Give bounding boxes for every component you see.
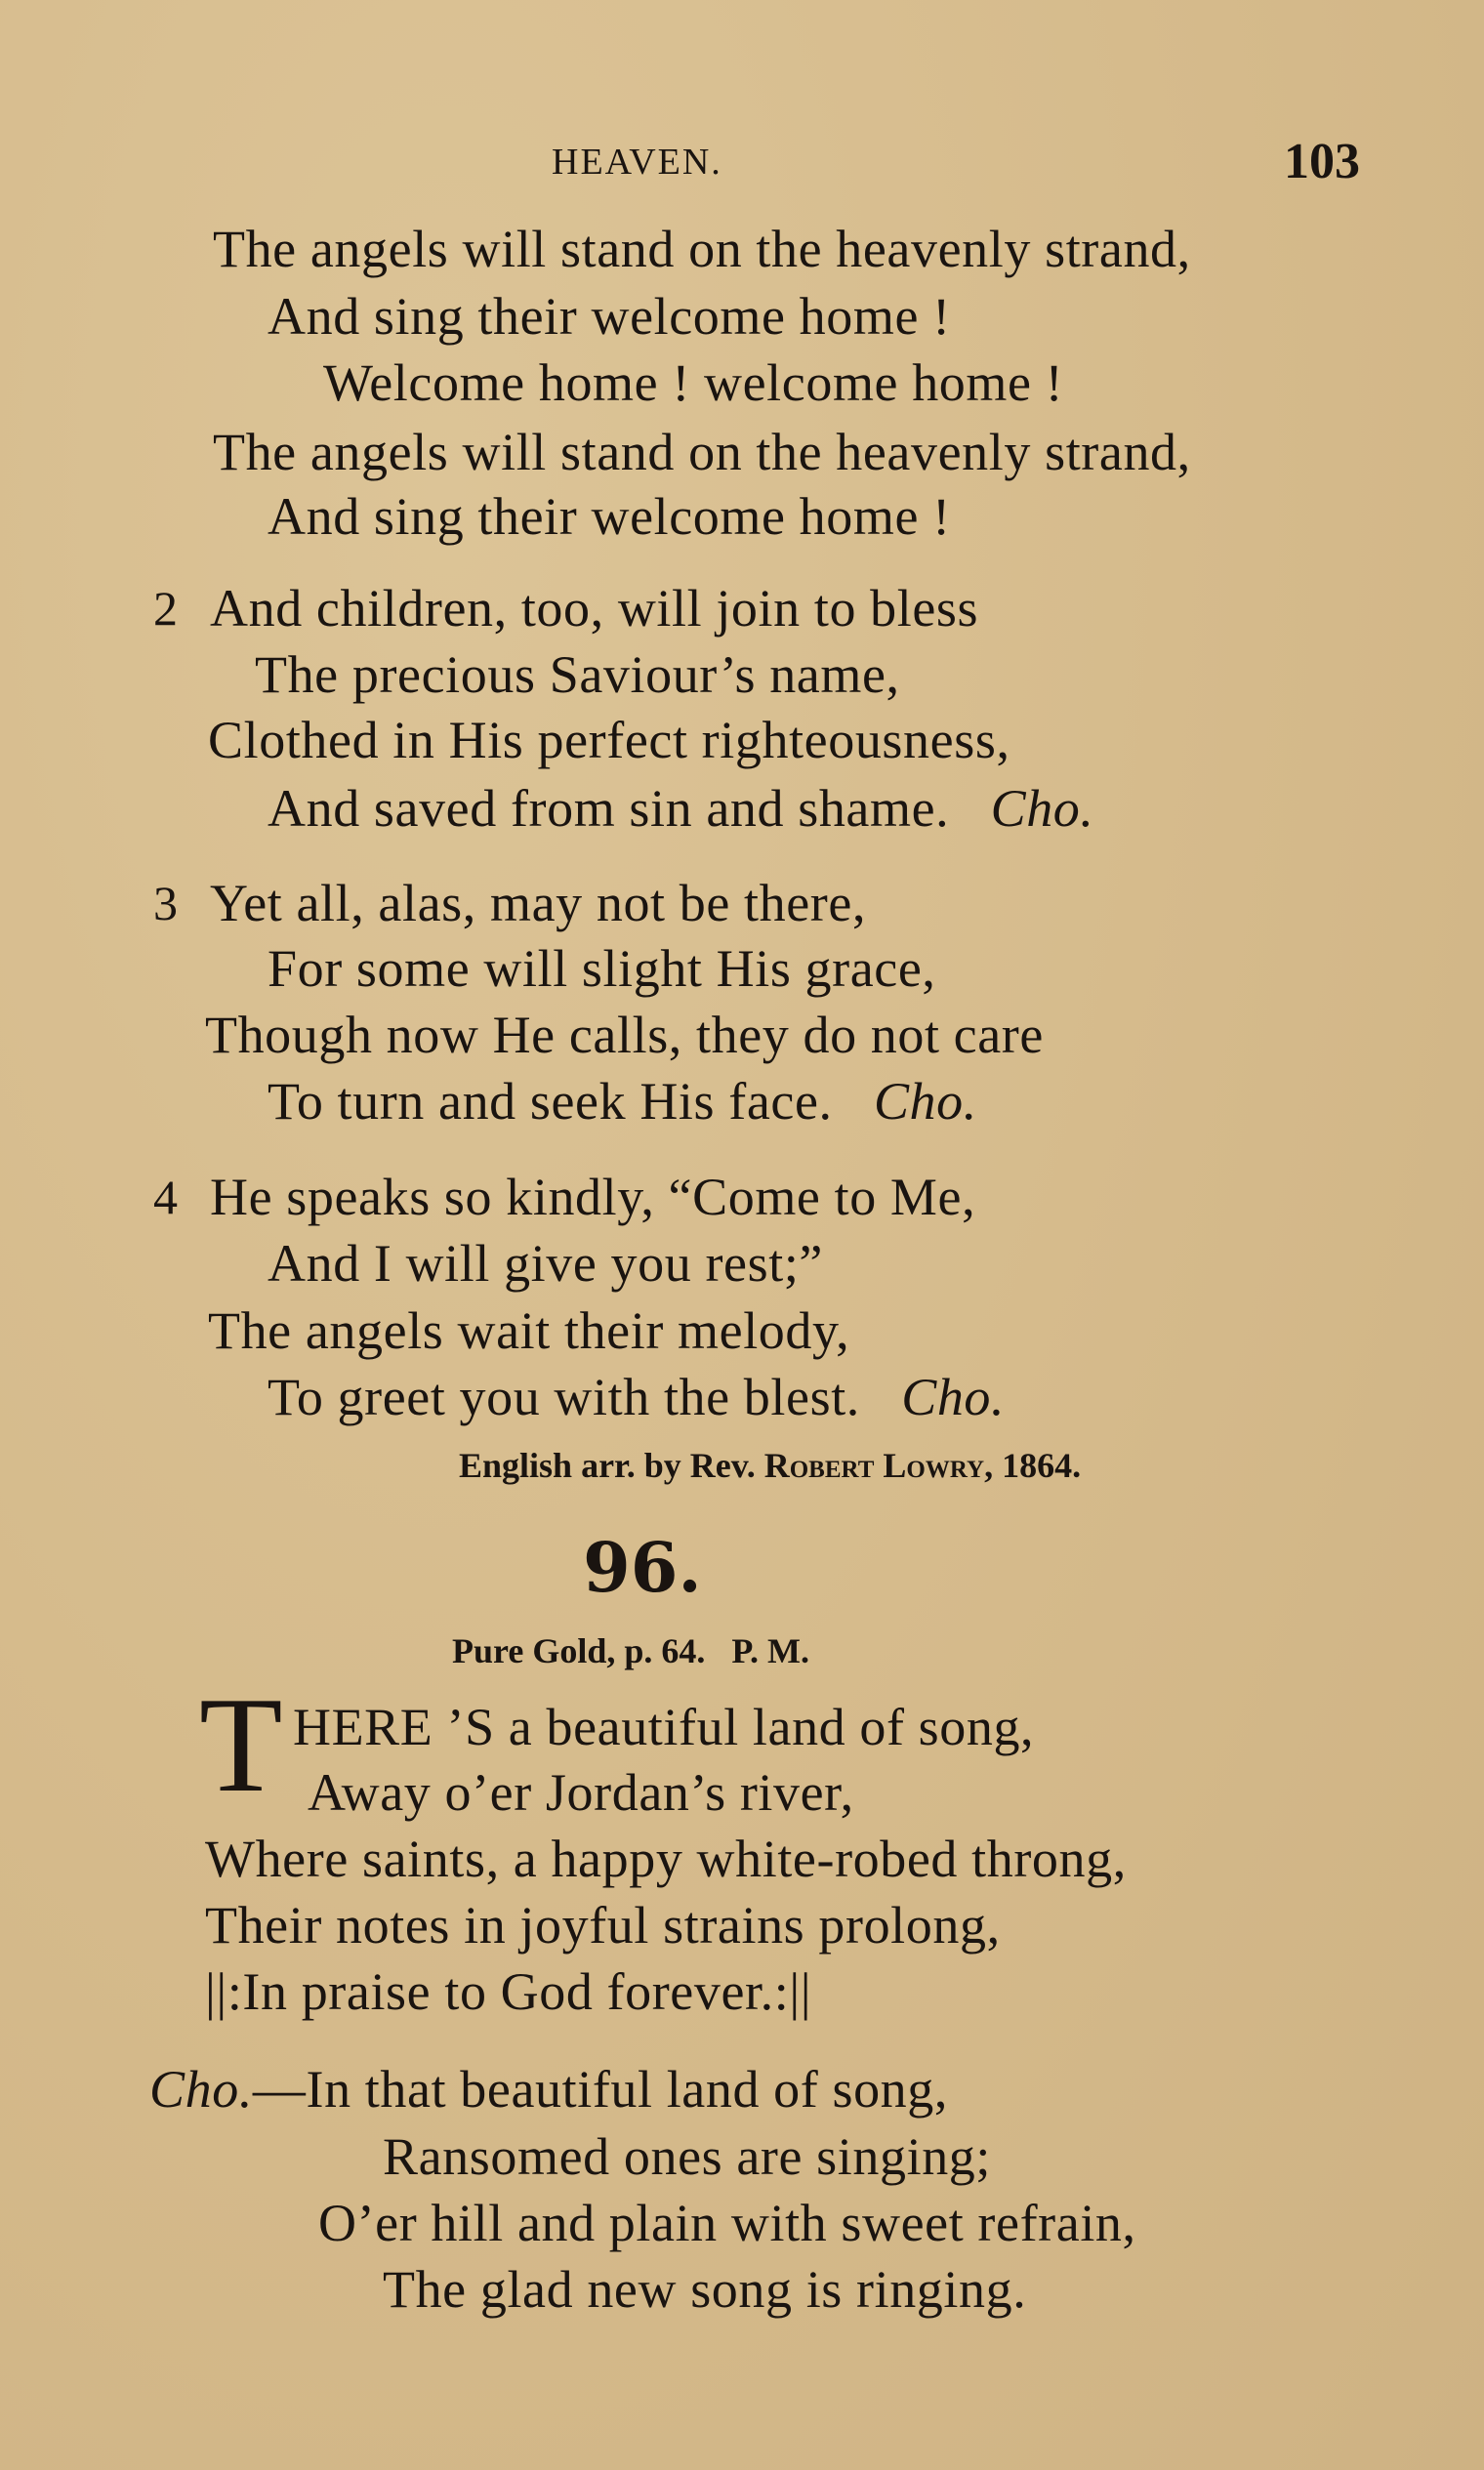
hymn-number: 96. — [583, 1527, 702, 1608]
credit-year: , 1864. — [984, 1446, 1082, 1485]
running-header: HEAVEN. — [552, 142, 722, 183]
verse-line — [268, 774, 1094, 843]
verse-line: HERE ’S a beautiful land of song, — [293, 1698, 1035, 1756]
verse-line: ||:In praise to God forever.:|| — [205, 1962, 812, 2021]
line-text: To greet you with the blest. — [268, 1368, 860, 1426]
verse-line: The angels will stand on the heavenly strand, — [213, 423, 1191, 481]
chorus-mark: Cho. — [901, 1368, 1006, 1426]
verse-line — [268, 1067, 977, 1135]
credit-prefix: English arr. by Rev. — [459, 1446, 764, 1485]
line-text: And saved from sin and shame. — [268, 779, 950, 838]
stanza-number: 4 — [153, 1170, 178, 1224]
verse-line: And I will give you rest;” — [268, 1234, 823, 1293]
stanza-number: 3 — [153, 876, 178, 930]
drop-cap: T — [199, 1669, 283, 1821]
verse-line: The angels wait their melody, — [208, 1301, 850, 1360]
verse-line: Away o’er Jordan’s river, — [308, 1763, 854, 1822]
tune-reference: Pure Gold, p. 64. P. M. — [452, 1631, 810, 1670]
verse-line: Clothed in His perfect righteousness, — [208, 711, 1010, 769]
verse-line: Though now He calls, they do not care — [205, 1006, 1044, 1064]
verse-line: Welcome home ! welcome home ! — [323, 353, 1064, 412]
verse-line: The precious Saviour’s name, — [255, 645, 900, 704]
verse-line: The angels will stand on the heavenly strand, — [213, 220, 1191, 278]
verse-line: Their notes in joyful strains prolong, — [205, 1896, 1001, 1955]
chorus-mark: Cho. — [990, 779, 1094, 838]
line-text: —In that beautiful land of song, — [252, 2060, 948, 2119]
chorus-mark: Cho. — [873, 1072, 977, 1131]
verse-line: And children, too, will join to bless — [210, 579, 979, 638]
verse-line: Ransomed ones are singing; — [383, 2127, 991, 2186]
verse-line — [268, 1363, 1005, 1431]
verse-line — [149, 2055, 948, 2123]
line-text: To turn and seek His face. — [268, 1072, 833, 1131]
verse-line: O’er hill and plain with sweet refrain, — [318, 2194, 1136, 2252]
author-credit — [459, 1444, 1081, 1487]
chorus-label: Cho. — [149, 2060, 253, 2119]
verse-line: And sing their welcome home ! — [268, 487, 951, 546]
verse-line: He speaks so kindly, “Come to Me, — [210, 1168, 976, 1226]
verse-line: And sing their welcome home ! — [268, 287, 951, 346]
stanza-number: 2 — [153, 581, 178, 636]
verse-line: For some will slight His grace, — [268, 939, 936, 998]
verse-line: The glad new song is ringing. — [383, 2260, 1027, 2319]
verse-line: Where saints, a happy white-robed throng, — [205, 1830, 1127, 1888]
credit-author: Robert Lowry — [763, 1446, 985, 1485]
page-number: 103 — [1284, 134, 1360, 189]
verse-line: Yet all, alas, may not be there, — [210, 874, 867, 932]
